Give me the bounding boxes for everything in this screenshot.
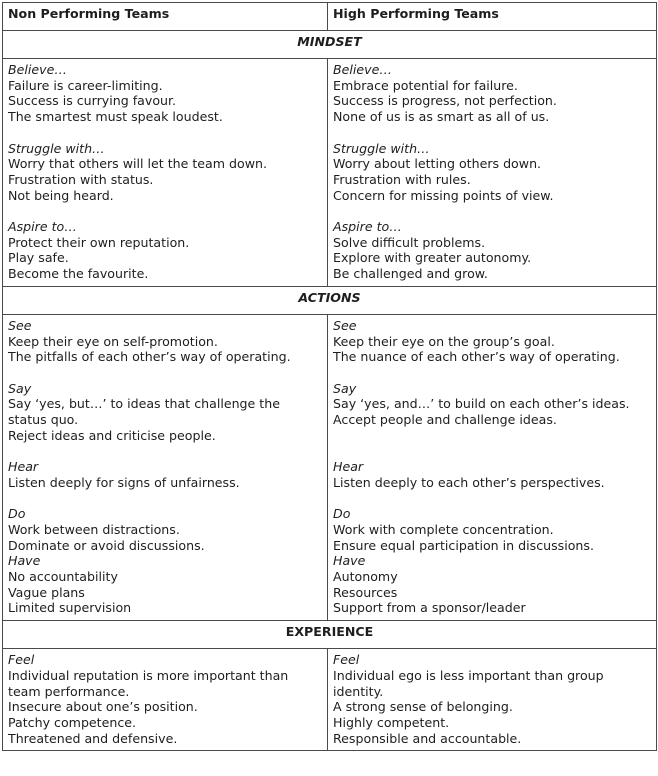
statement-group [8, 219, 322, 282]
statement-line: Not being heard. [8, 187, 114, 203]
statement-group [8, 62, 322, 125]
statement-group [8, 318, 322, 365]
statement-line: Ensure equal participation in discussions. [333, 537, 594, 553]
statement-line: Play safe. [8, 250, 69, 266]
statement-line: Responsible and accountable. [333, 730, 522, 746]
statement-line: Keep their eye on the group’s goal. [333, 333, 555, 349]
statement-line: Success is currying favour. [8, 93, 177, 109]
statement-group [333, 318, 651, 365]
high-performing-cell [328, 649, 657, 751]
section-content-row [3, 314, 657, 620]
group-label: Believe… [333, 62, 392, 77]
section-header-row [3, 31, 657, 59]
statement-group [8, 506, 322, 553]
statement-line: Patchy competence. [8, 714, 137, 730]
statement-line: Become the favourite. [8, 266, 149, 282]
group-label: Struggle with… [333, 140, 430, 156]
statement-line: Be challenged and grow. [333, 266, 488, 282]
statement-group [333, 219, 651, 282]
statement-group [8, 652, 322, 746]
statement-line: Threatened and defensive. [8, 730, 178, 746]
statement-line: The nuance of each other’s way of operating. [333, 349, 620, 365]
statement-line: Listen deeply for signs of unfairness. [8, 474, 240, 490]
blank-line [333, 428, 651, 444]
statement-line: Highly competent. [333, 714, 450, 730]
statement-group [8, 141, 322, 204]
group-label: Have [333, 553, 366, 569]
statement-line: No accountability [8, 569, 118, 585]
statement-line: Say ‘yes, and…’ to build on each other’s ideas. [333, 396, 630, 412]
statement-line: Worry about letting others down. [333, 156, 542, 172]
comparison-table [2, 2, 657, 751]
group-label: Say [333, 380, 357, 396]
header-row [3, 3, 657, 31]
statement-group [333, 459, 651, 490]
statement-group [8, 553, 322, 616]
section-title-mindset: MINDSET [3, 31, 657, 59]
statement-line: Keep their eye on self-promotion. [8, 333, 218, 349]
group-label: See [333, 317, 357, 333]
statement-line: Listen deeply to each other’s perspectives. [333, 474, 605, 490]
statement-line: Concern for missing points of view. [333, 187, 554, 203]
group-label: Believe… [8, 62, 67, 77]
statement-line: Embrace potential for failure. [333, 77, 518, 93]
statement-line: Failure is career-limiting. [8, 77, 163, 93]
statement-line: Resources [333, 584, 398, 600]
statement-line: Reject ideas and criticise people. [8, 427, 216, 443]
group-label: Say [8, 380, 32, 396]
statement-line: Frustration with rules. [333, 171, 471, 187]
group-label: Feel [8, 652, 35, 668]
group-label: See [8, 317, 32, 333]
header-non-performing: Non Performing Teams [3, 3, 328, 31]
statement-line: Work between distractions. [8, 521, 180, 537]
group-label: Feel [333, 652, 360, 668]
statement-line: Support from a sponsor/leader [333, 600, 526, 616]
table-body [3, 3, 657, 751]
section-title-actions: ACTIONS [3, 286, 657, 314]
statement-group [8, 381, 322, 444]
statement-line: Frustration with status. [8, 171, 154, 187]
statement-line: Individual ego is less important than group identity. [333, 667, 604, 699]
statement-line: Limited supervision [8, 600, 132, 616]
statement-group [333, 506, 651, 553]
statement-line: A strong sense of belonging. [333, 699, 513, 715]
statement-line: The smartest must speak loudest. [8, 109, 223, 125]
statement-group [333, 141, 651, 204]
statement-line: Worry that others will let the team down. [8, 156, 268, 172]
statement-line: Individual reputation is more important than team performance. [8, 667, 289, 699]
section-title-experience: EXPERIENCE [3, 621, 657, 649]
statement-group [333, 381, 651, 444]
high-performing-cell [328, 59, 657, 287]
statement-line: Accept people and challenge ideas. [333, 412, 557, 428]
statement-line: Insecure about one’s position. [8, 699, 198, 715]
statement-line: Dominate or avoid discussions. [8, 537, 205, 553]
group-label: Aspire to… [333, 219, 402, 234]
comparison-sheet [2, 2, 656, 751]
statement-line: Work with complete concentration. [333, 521, 554, 537]
statement-line: Explore with greater autonomy. [333, 250, 532, 266]
header-high-performing: High Performing Teams [328, 3, 657, 31]
group-label: Do [8, 506, 26, 522]
section-content-row [3, 649, 657, 751]
statement-group [333, 652, 651, 746]
statement-group [333, 553, 651, 616]
statement-line: Solve difficult problems. [333, 234, 486, 250]
statement-group [333, 62, 651, 125]
group-label: Struggle with… [8, 140, 105, 156]
section-header-row [3, 621, 657, 649]
statement-line: The pitfalls of each other’s way of operating. [8, 349, 291, 365]
non-performing-cell [3, 314, 328, 620]
group-label: Hear [8, 459, 39, 475]
statement-group [8, 459, 322, 490]
section-content-row [3, 59, 657, 287]
group-label: Have [8, 553, 41, 569]
statement-line: Vague plans [8, 584, 85, 600]
statement-line: Success is progress, not perfection. [333, 93, 557, 109]
group-label: Hear [333, 459, 364, 475]
section-header-row [3, 286, 657, 314]
statement-line: None of us is as smart as all of us. [333, 109, 550, 125]
group-label: Do [333, 506, 351, 522]
high-performing-cell [328, 314, 657, 620]
group-label: Aspire to… [8, 219, 77, 234]
statement-line: Protect their own reputation. [8, 234, 190, 250]
statement-line: Say ‘yes, but…’ to ideas that challenge the status quo. [8, 396, 280, 428]
non-performing-cell [3, 59, 328, 287]
statement-line: Autonomy [333, 569, 398, 585]
non-performing-cell [3, 649, 328, 751]
